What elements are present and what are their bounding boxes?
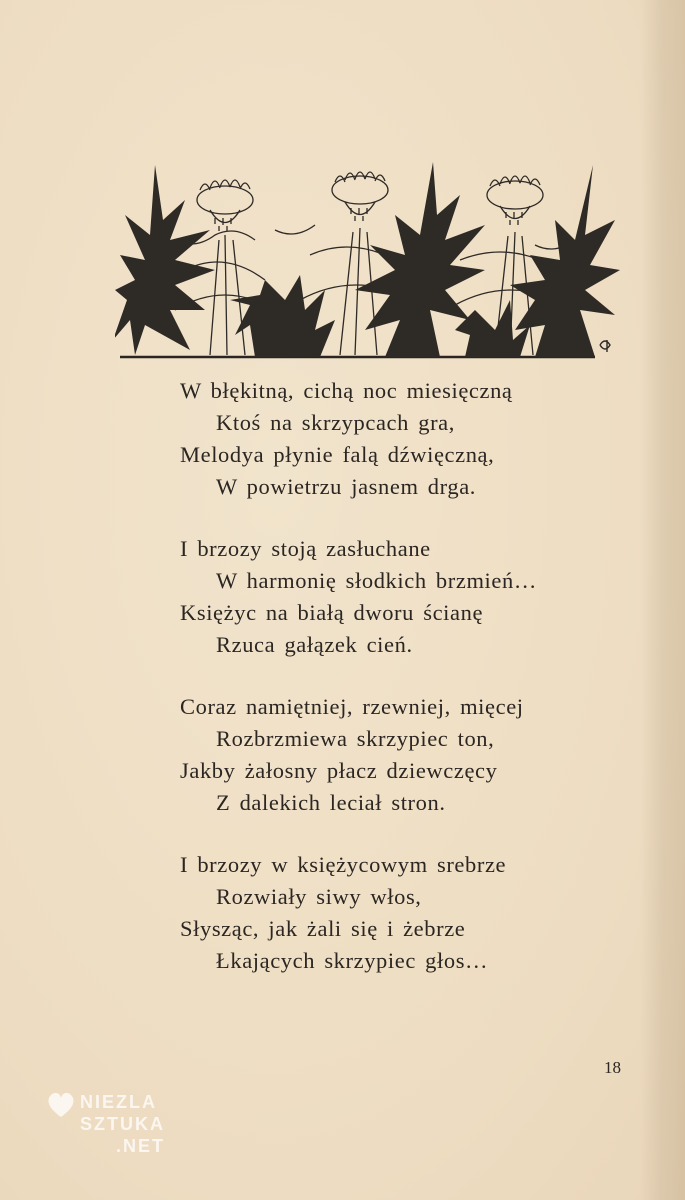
poem-line: Księżyc na białą dworu ścianę bbox=[180, 600, 484, 625]
watermark-logo bbox=[46, 1090, 186, 1160]
watermark-text-line-2: SZTUKA bbox=[80, 1114, 165, 1134]
poem-text bbox=[180, 375, 620, 977]
poem-line: Melodya płynie falą dźwięczną, bbox=[180, 442, 495, 467]
thistle-vignette-illustration bbox=[115, 160, 620, 360]
stanza-1 bbox=[180, 375, 620, 503]
poem-line: Rozwiały siwy włos, bbox=[216, 884, 422, 909]
watermark-text-line-3: .NET bbox=[116, 1136, 166, 1156]
poem-line: Z dalekich leciał stron. bbox=[216, 790, 446, 815]
artist-monogram-icon bbox=[600, 340, 610, 352]
poem-line: W błękitną, cichą noc miesięczną bbox=[180, 378, 513, 403]
poem-line: Ktoś na skrzypcach gra, bbox=[216, 410, 455, 435]
poem-line: Jakby żałosny płacz dziewczęcy bbox=[180, 758, 498, 783]
poem-line: Łkających skrzypiec głos… bbox=[216, 948, 489, 973]
poem-line: Rozbrzmiewa skrzypiec ton, bbox=[216, 726, 495, 751]
poem-line: Coraz namiętniej, rzewniej, mięcej bbox=[180, 694, 524, 719]
stanza-2 bbox=[180, 533, 620, 661]
page-number: 18 bbox=[604, 1058, 621, 1077]
poem-line: W harmonię słodkich brzmień… bbox=[216, 568, 537, 593]
stanza-3 bbox=[180, 691, 620, 819]
poem-line: I brzozy w księżycowym srebrze bbox=[180, 852, 507, 877]
heart-icon bbox=[46, 1090, 76, 1120]
poem-line: W powietrzu jasnem drga. bbox=[216, 474, 477, 499]
poem-line: Rzuca gałązek cień. bbox=[216, 632, 413, 657]
stanza-4 bbox=[180, 849, 620, 977]
watermark-text-line-1: NIEZLA bbox=[80, 1092, 157, 1112]
poem-line: Słysząc, jak żali się i żebrze bbox=[180, 916, 466, 941]
poem-line: I brzozy stoją zasłuchane bbox=[180, 536, 431, 561]
